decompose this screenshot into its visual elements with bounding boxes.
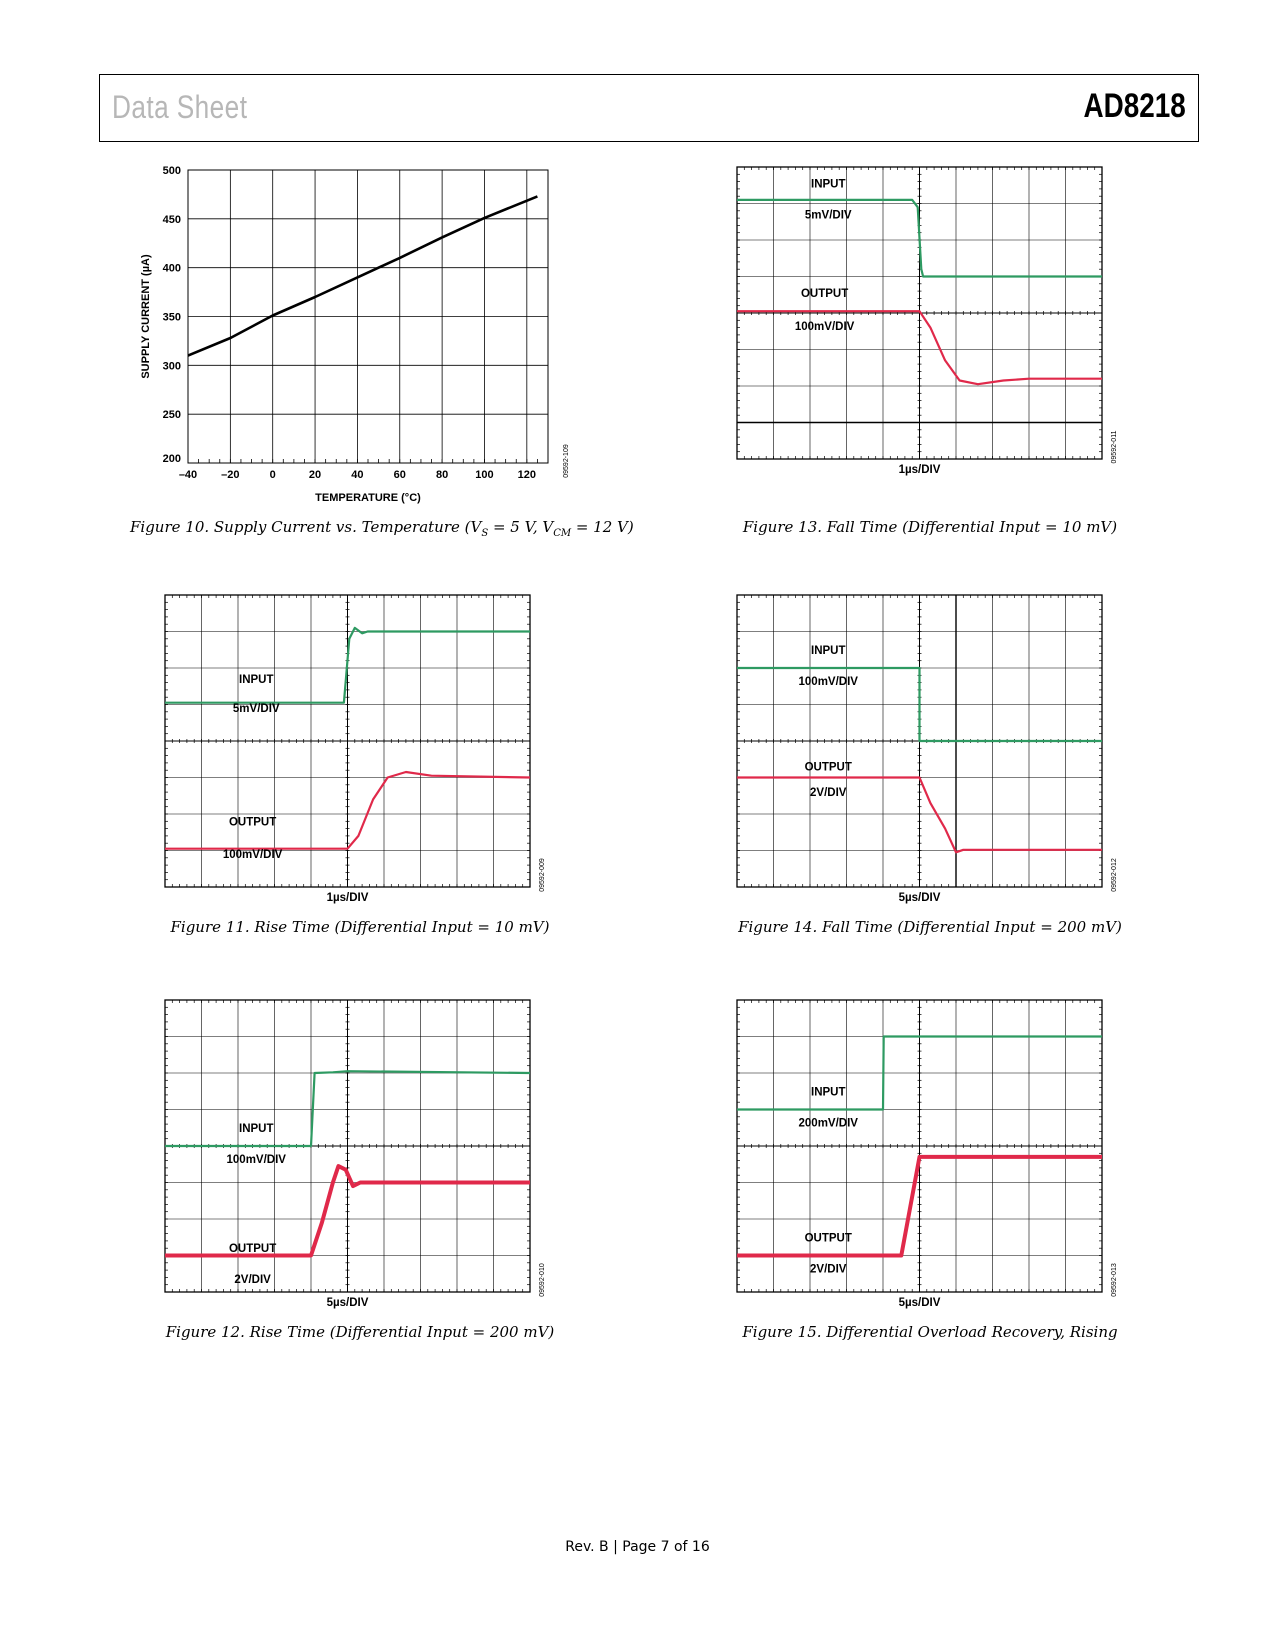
page-footer: Rev. B | Page 7 of 16 — [565, 1539, 710, 1555]
supply-current-line — [188, 196, 537, 355]
trace-label: 2V/DIV — [810, 787, 847, 800]
trace-label: 5mV/DIV — [232, 703, 280, 716]
y-tick-label: 500 — [162, 165, 181, 177]
y-tick-label: 450 — [162, 213, 181, 226]
page-header — [99, 74, 1199, 142]
x-tick-label: 100 — [475, 469, 494, 481]
figure-13-scope — [735, 165, 1125, 485]
figure-11-scope — [163, 593, 553, 913]
figure-14-scope — [735, 593, 1125, 913]
figure-code: 09592-010 — [539, 1263, 546, 1297]
y-tick-label: 250 — [162, 409, 181, 422]
trace-label: INPUT — [239, 673, 274, 686]
trace-label: 100mV/DIV — [222, 849, 283, 862]
trace-label: 5mV/DIV — [804, 209, 852, 222]
y-tick-label: 350 — [162, 311, 181, 324]
figure-code: 09592-009 — [539, 858, 546, 892]
trace-label: 100mV/DIV — [798, 675, 858, 688]
trace-label: OUTPUT — [228, 816, 277, 829]
trace-label: INPUT — [811, 644, 846, 657]
x-tick-label: 20 — [308, 469, 322, 481]
trace-label: OUTPUT — [800, 287, 849, 300]
x-tick-label: –40 — [178, 469, 198, 481]
figure-code: 09592-013 — [1111, 1263, 1118, 1297]
figure-14-caption: Figure 14. Fall Time (Differential Input = 200 mV) — [738, 918, 1122, 936]
x-tick-label: –20 — [221, 469, 240, 481]
timebase-label: 1µs/DIV — [326, 892, 369, 904]
trace-label: 200mV/DIV — [798, 1117, 858, 1130]
figure-12-scope — [163, 998, 553, 1318]
timebase-label: 5µs/DIV — [898, 1297, 941, 1309]
figure-13-caption: Figure 13. Fall Time (Differential Input = 10 mV) — [742, 518, 1118, 536]
trace-label: 100mV/DIV — [226, 1153, 286, 1166]
y-axis-label: SUPPLY CURRENT (µA) — [140, 254, 152, 379]
x-tick-label: 120 — [517, 469, 537, 481]
trace-label: INPUT — [811, 1086, 846, 1099]
x-tick-label: 0 — [269, 469, 276, 481]
y-tick-label: 300 — [162, 360, 181, 373]
figure-11-caption: Figure 11. Rise Time (Differential Input = 10 mV) — [170, 918, 550, 936]
figure-10-caption: Figure 10. Supply Current vs. Temperature ($V_S = 5$ V, $V_{CM} = 12$ V) — [130, 518, 634, 539]
trace-label: 2V/DIV — [234, 1274, 271, 1287]
figure-code: 09592-109 — [563, 444, 570, 478]
trace-label: OUTPUT — [228, 1243, 277, 1256]
trace-label: 100mV/DIV — [794, 320, 855, 333]
figure-code: 09592-011 — [1111, 430, 1118, 464]
header-section-title: Data Sheet — [112, 89, 248, 125]
trace-label: 2V/DIV — [810, 1263, 847, 1276]
header-part-number: AD8218 — [1083, 87, 1186, 125]
y-tick-label: 400 — [162, 262, 181, 275]
x-tick-label: 60 — [393, 469, 406, 481]
x-tick-label: 80 — [435, 469, 449, 481]
y-tick-label: 200 — [162, 453, 181, 465]
figure-15-scope — [735, 998, 1125, 1318]
x-axis-label: TEMPERATURE (°C) — [315, 492, 421, 504]
figure-code: 09592-012 — [1111, 858, 1118, 892]
timebase-label: 5µs/DIV — [898, 892, 941, 904]
figure-10-chart — [130, 160, 580, 510]
trace-label: INPUT — [239, 1122, 274, 1135]
trace-label: OUTPUT — [804, 1232, 852, 1245]
trace-label: OUTPUT — [804, 761, 852, 774]
timebase-label: 5µs/DIV — [326, 1297, 369, 1309]
trace-label: INPUT — [811, 178, 846, 191]
timebase-label: 1µs/DIV — [898, 464, 941, 476]
figure-15-caption: Figure 15. Differential Overload Recovery, Rising — [742, 1323, 1118, 1341]
figure-12-caption: Figure 12. Rise Time (Differential Input = 200 mV) — [165, 1323, 555, 1341]
x-tick-label: 40 — [351, 469, 364, 481]
